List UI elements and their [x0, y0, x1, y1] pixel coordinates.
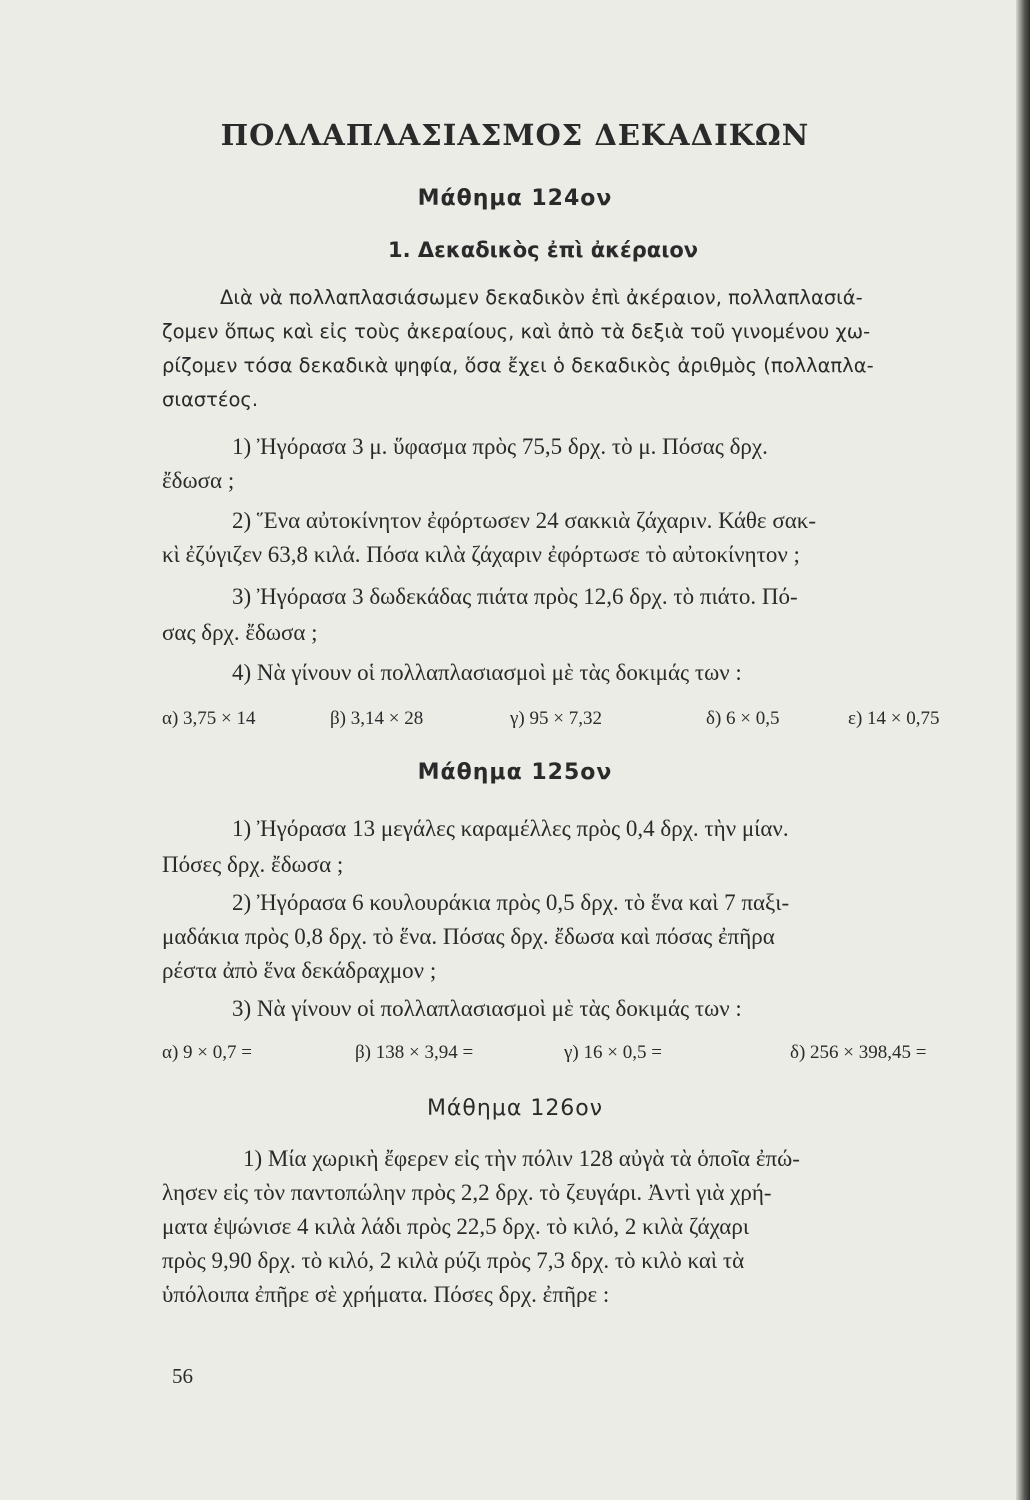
l125-operation-b: β) 138 × 3,94 = [355, 1042, 474, 1063]
lesson-125-heading: Μάθημα 125ον [417, 760, 613, 785]
l124-problem-2-line-1: 2) Ἕνα αὐτοκίνητον ἐφόρτωσεν 24 σακκιὰ ζάχαριν. Κάθε σακ- [232, 508, 817, 533]
lesson-124-heading: Μάθημα 124ον [417, 186, 613, 211]
l124-operation-c: γ) 95 × 7,32 [510, 708, 602, 729]
l125-operation-c: γ) 16 × 0,5 = [564, 1042, 662, 1063]
l124-problem-1-line-1: 1) Ἠγόρασα 3 μ. ὕφασμα πρὸς 75,5 δρχ. τὸ μ. Πόσας δρχ. [232, 434, 768, 459]
l125-operation-d: δ) 256 × 398,45 = [790, 1042, 927, 1063]
l125-problem-3: 3) Νὰ γίνουν οἱ πολλαπλασιασμοὶ μὲ τὰς δοκιμάς των : [232, 996, 742, 1021]
l125-problem-2-line-1: 2) Ἠγόρασα 6 κουλουράκια πρὸς 0,5 δρχ. τὸ ἕνα καὶ 7 παξι- [232, 890, 790, 915]
l126-problem-1-line-4: πρὸς 9,90 δρχ. τὸ κιλό, 2 κιλὰ ρύζι πρὸς 7,3 δρχ. τὸ κιλὸ καὶ τὰ [162, 1248, 745, 1273]
l125-problem-2-line-3: ρέστα ἀπὸ ἕνα δεκάδραχμον ; [162, 958, 437, 983]
l125-problem-1-line-2: Πόσες δρχ. ἔδωσα ; [162, 852, 344, 877]
l124-problem-4: 4) Νὰ γίνουν οἱ πολλαπλασιασμοὶ μὲ τὰς δοκιμάς των : [232, 660, 742, 685]
l125-operation-a: α) 9 × 0,7 = [162, 1042, 252, 1063]
section-heading: 1. Δεκαδικὸς ἐπὶ ἀκέραιον [388, 238, 699, 262]
rule-line-4: σιαστέος. [162, 388, 259, 411]
l124-operation-a: α) 3,75 × 14 [162, 708, 256, 729]
rule-line-1: Διὰ νὰ πολλαπλασιάσωμεν δεκαδικὸν ἐπὶ ἀκέραιον, πολλαπλασιά- [220, 286, 863, 309]
l124-operation-d: δ) 6 × 0,5 [706, 708, 780, 729]
rule-line-2: ζομεν ὅπως καὶ εἰς τοὺς ἀκεραίους, καὶ ἀπὸ τὰ δεξιὰ τοῦ γινομένου χω- [162, 320, 871, 343]
l124-problem-2-line-2: κὶ ἐζύγιζεν 63,8 κιλά. Πόσα κιλὰ ζάχαριν ἐφόρτωσε τὸ αὐτοκίνητον ; [162, 542, 800, 567]
lesson-126-heading: Μάθημα 126ον [426, 1096, 604, 1121]
page-edge-shadow [1016, 0, 1030, 1500]
l126-problem-1-line-5: ὑπόλοιπα ἐπῆρε σὲ χρήματα. Πόσες δρχ. ἐπῆρε : [162, 1282, 610, 1307]
l126-problem-1-line-1: 1) Μία χωρικὴ ἔφερεν εἰς τὴν πόλιν 128 αὐγὰ τὰ ὁποῖα ἐπώ- [243, 1146, 800, 1171]
l124-operation-b: β) 3,14 × 28 [330, 708, 424, 729]
l125-problem-2-line-2: μαδάκια πρὸς 0,8 δρχ. τὸ ἕνα. Πόσας δρχ. ἔδωσα καὶ πόσας ἐπῆρα [162, 924, 775, 949]
chapter-title: ΠΟΛΛΑΠΛΑΣΙΑΣΜΟΣ ΔΕΚΑΔΙΚΩΝ [220, 118, 810, 152]
rule-line-3: ρίζομεν τόσα δεκαδικὰ ψηφία, ὅσα ἔχει ὁ δεκαδικὸς ἀριθμὸς (πολλαπλα- [162, 354, 874, 377]
l126-problem-1-line-2: λησεν εἰς τὸν παντοπώλην πρὸς 2,2 δρχ. τὸ ζευγάρι. Ἀντὶ γιὰ χρή- [162, 1180, 772, 1205]
l124-operation-e: ε) 14 × 0,75 [848, 708, 940, 729]
l124-problem-1-line-2: ἔδωσα ; [162, 468, 235, 493]
l124-problem-3-line-1: 3) Ἠγόρασα 3 δωδεκάδας πιάτα πρὸς 12,6 δρχ. τὸ πιάτο. Πό- [232, 584, 798, 609]
l125-problem-1-line-1: 1) Ἠγόρασα 13 μεγάλες καραμέλλες πρὸς 0,4 δρχ. τὴν μίαν. [232, 816, 789, 841]
l124-problem-3-line-2: σας δρχ. ἔδωσα ; [162, 620, 318, 645]
l126-problem-1-line-3: ματα ἐψώνισε 4 κιλὰ λάδι πρὸς 22,5 δρχ. τὸ κιλό, 2 κιλὰ ζάχαρι [162, 1214, 750, 1239]
page-number: 56 [172, 1364, 193, 1388]
